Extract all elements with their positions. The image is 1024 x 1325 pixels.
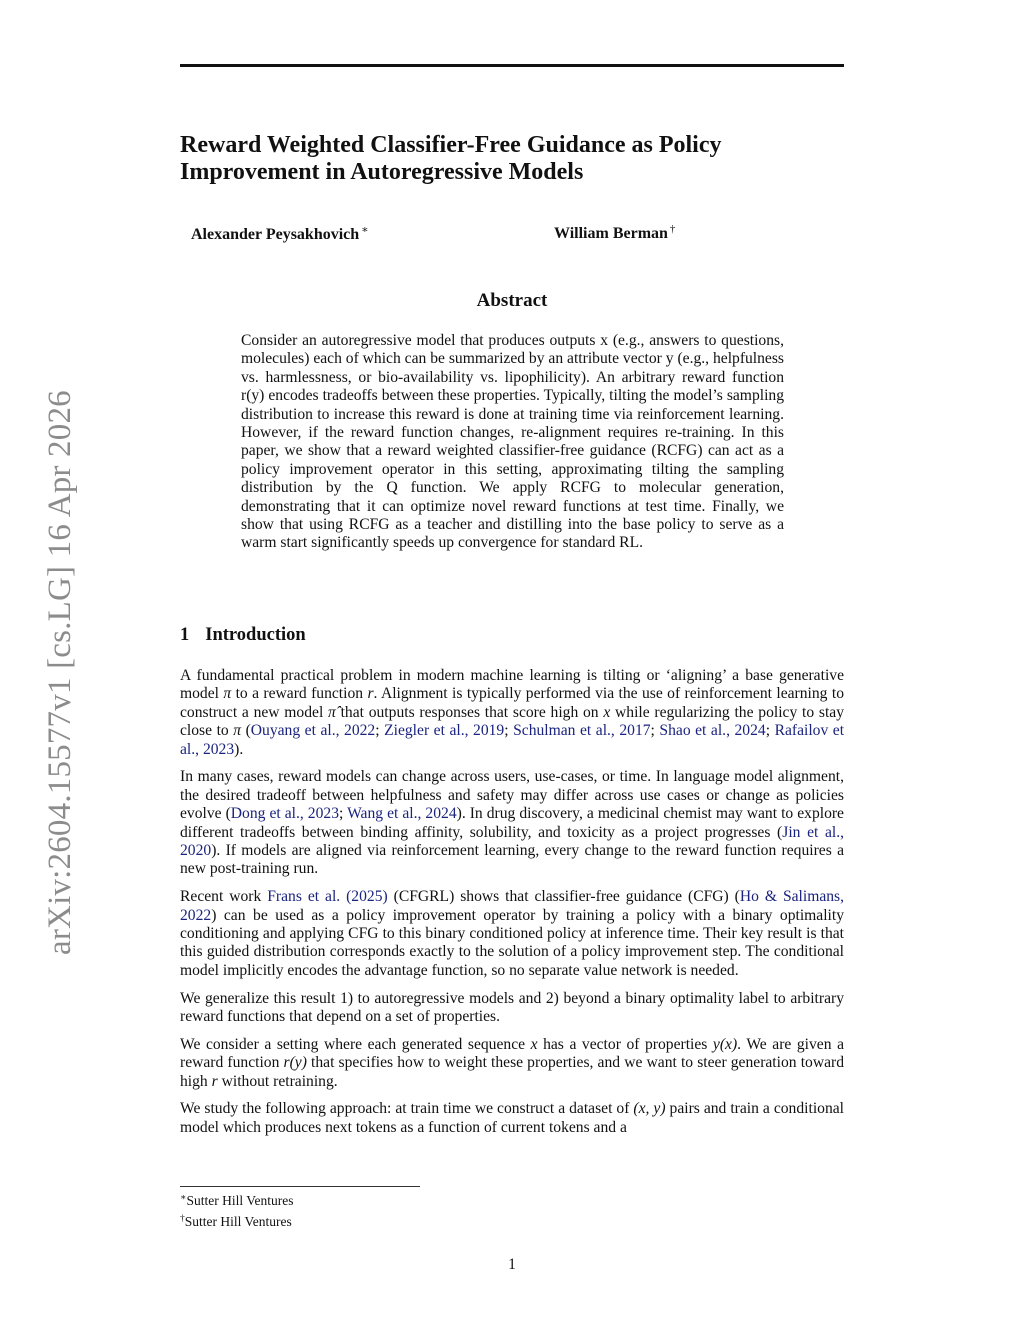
paragraph-1 — [180, 667, 844, 759]
citation-link[interactable]: Ouyang et al., 2022 — [250, 722, 376, 740]
text: We consider a setting where each generated sequence — [180, 1035, 531, 1053]
section-heading-introduction — [180, 625, 306, 646]
footnote-mark: † — [180, 1214, 185, 1224]
paragraph-4 — [180, 990, 844, 1027]
page-number: 1 — [508, 1256, 516, 1273]
paragraph-6 — [180, 1100, 844, 1137]
math-symbol: r(y) — [283, 1054, 307, 1072]
text: We study the following approach: at train time we construct a dataset of — [180, 1100, 634, 1118]
text: that specifies how to weight these properties, and we want to steer generation toward high — [180, 1054, 844, 1090]
citation-link[interactable]: Ziegler et al., 2019 — [384, 722, 505, 740]
text: pairs and train a conditional model which produces next tokens as a function of current tokens and a — [180, 1100, 844, 1136]
footnotes — [180, 1189, 293, 1231]
math-symbol: r — [367, 685, 374, 703]
text: ; — [339, 805, 348, 823]
citation-link[interactable]: Ho & Salimans, 2022 — [180, 888, 845, 924]
math-symbol: (x, y) — [633, 1100, 666, 1118]
text: ; — [650, 722, 660, 740]
text: that outputs responses that score high on — [335, 703, 604, 721]
math-symbol: y(x) — [712, 1035, 738, 1053]
text: Recent work — [180, 888, 268, 906]
text: ; — [504, 722, 514, 740]
paper-title: Reward Weighted Classifier-Free Guidance as Policy Improvement in Autoregressive Models — [180, 132, 722, 185]
paragraph-3 — [180, 888, 844, 980]
footnote-text: Sutter Hill Ventures — [184, 1214, 292, 1229]
abstract-heading: Abstract — [476, 290, 548, 311]
citation-link[interactable]: Wang et al., 2024 — [347, 805, 457, 823]
footnote-1 — [180, 1189, 293, 1210]
paragraph-5 — [180, 1036, 844, 1091]
introduction-body — [180, 667, 844, 1147]
footnote-mark: ∗ — [180, 1193, 187, 1203]
text: without retraining. — [217, 1072, 338, 1090]
citation-link[interactable]: Frans et al. (2025) — [267, 888, 388, 906]
text: ). — [234, 740, 244, 758]
citation-link[interactable]: Jin et al., 2020 — [180, 823, 844, 860]
section-number: 1 — [180, 625, 190, 645]
text: . We are given a reward function — [180, 1035, 845, 1072]
text: . Alignment is typically performed via the use of reinforcement learning to construct a new model — [180, 685, 844, 721]
text: ) can be used as a policy improvement operator by training a policy with a binary optimality conditioning and applying CFG to this binary conditioned policy at inference time. Their key result is that this guided distribution corresponds exactly to the solution of a policy improvement step. The conditional model implicitly encodes the advantage function, so no separate value network is needed. — [180, 906, 844, 979]
text: while regularizing the policy to stay close to — [180, 703, 844, 740]
arxiv-identifier-stamp: arXiv:2604.15577v1 [cs.LG] 16 Apr 2026 — [42, 390, 78, 955]
footnote-2 — [180, 1210, 293, 1231]
author-1-mark[interactable]: ∗ — [361, 224, 369, 236]
author-2-name: William Berman — [554, 225, 668, 242]
author-2-mark[interactable]: † — [669, 223, 676, 235]
top-rule — [180, 64, 844, 67]
text: (CFGRL) shows that classifier-free guidance (CFG) ( — [387, 888, 740, 906]
text: ; — [765, 722, 775, 740]
text: to a reward function — [231, 685, 368, 703]
author-1-name: Alexander Peysakhovich — [191, 226, 360, 243]
abstract-body: Consider an autoregressive model that produces outputs x (e.g., answers to questions, molecules) each of which can be summarized by an attribute vector y (e.g., helpfulness vs. harmlessness, or bio-availability vs. lipophilicity). An arbitrary reward function r(y) encodes tradeoffs between these properties. Typically, tilting the model’s sampling distribution to increase this reward is done at training time via reinforcement learning. However, if the reward function changes, re-alignment requires re-training. In this paper, we show that a reward weighted classifier-free guidance (RCFG) can act as a policy improvement operator in this setting, approximating tilting the sampling distribution by the Q function. We apply RCFG to molecular generation, demonstrating that it can optimize novel reward functions at test time. Finally, we show that using RCFG as a teacher and distilling into the base policy to serve as a warm start significantly speeds up convergence for standard RL. — [241, 332, 784, 552]
math-symbol: π — [233, 722, 242, 740]
author-2 — [554, 223, 675, 243]
text: ). If models are aligned via reinforcement learning, every change to the reward function requires a new post-training run. — [180, 842, 844, 878]
text: has a vector of properties — [537, 1035, 713, 1053]
math-symbol: π̂ — [328, 703, 336, 721]
math-symbol: π — [223, 685, 232, 703]
text: ; — [375, 722, 385, 740]
citation-link[interactable]: Schulman et al., 2017 — [513, 722, 651, 740]
footnote-text: Sutter Hill Ventures — [186, 1193, 294, 1208]
text: We generalize this result 1) to autoregressive models and 2) beyond a binary optimality label to arbitrary reward functions that depend on a set of properties. — [180, 989, 844, 1026]
paragraph-2 — [180, 768, 844, 878]
text: In many cases, reward models can change across users, use-cases, or time. In language model alignment, the desired tradeoff between helpfulness and safety may differ across use cases or change as policies evolve ( — [180, 768, 844, 823]
math-symbol: x — [603, 703, 611, 721]
citation-link[interactable]: Dong et al., 2023 — [230, 805, 339, 823]
math-symbol: x — [530, 1035, 538, 1053]
citation-link[interactable]: Rafailov et al., 2023 — [180, 722, 845, 758]
author-1 — [191, 223, 369, 244]
text: ). In drug discovery, a medicinal chemist may want to explore different tradeoffs between binding affinity, solubility, and toxicity as a project progresses ( — [180, 805, 844, 841]
section-title: Introduction — [205, 625, 306, 645]
math-symbol: r — [211, 1072, 218, 1090]
footnote-divider — [180, 1186, 420, 1187]
citation-link[interactable]: Shao et al., 2024 — [659, 722, 766, 740]
text: A fundamental practical problem in modern machine learning is tilting or ‘aligning’ a base generative model — [180, 667, 844, 703]
text: ( — [241, 722, 251, 740]
